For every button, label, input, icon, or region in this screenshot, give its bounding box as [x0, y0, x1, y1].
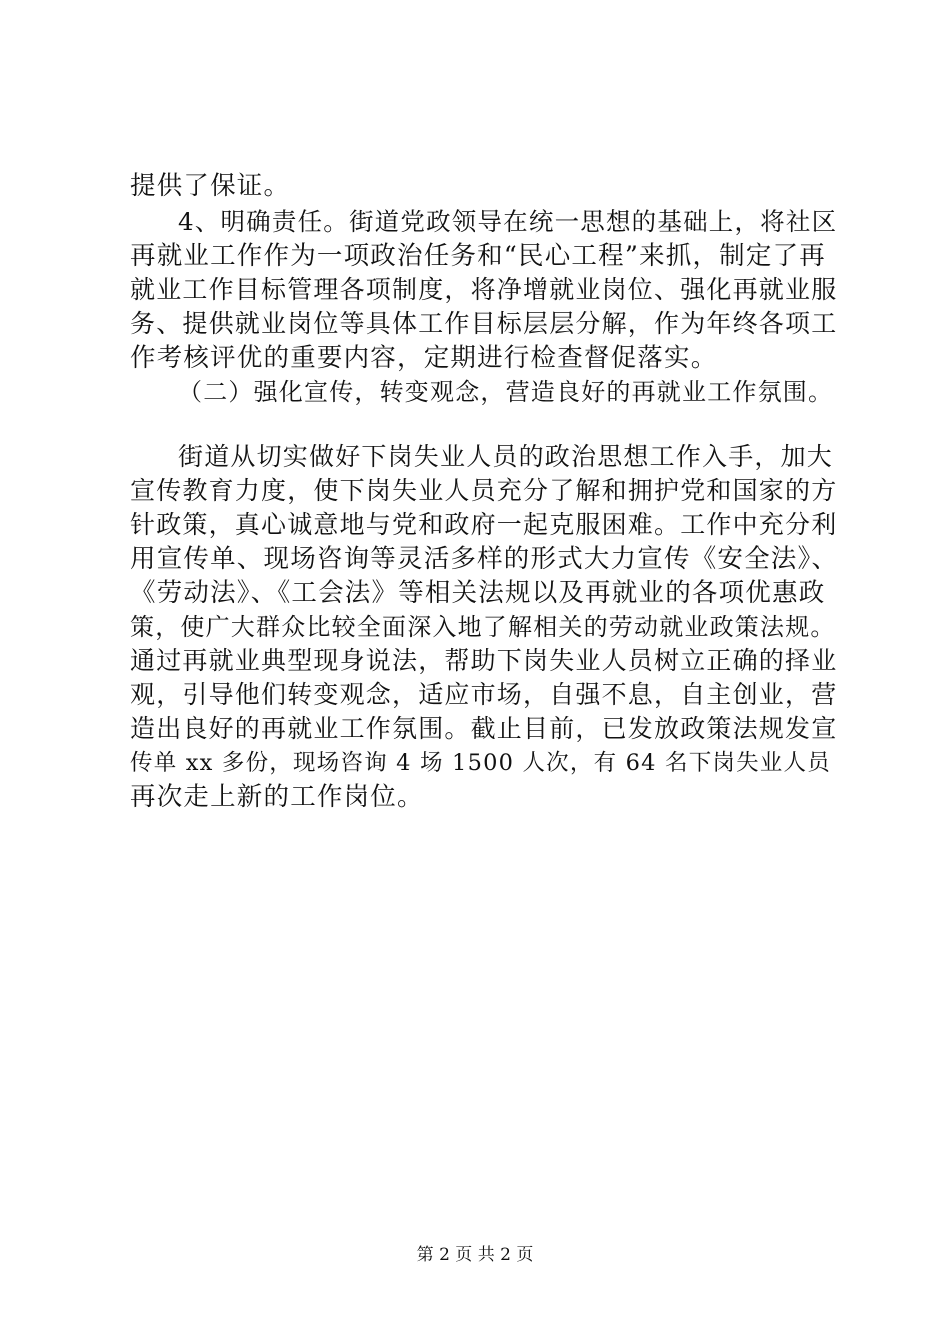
paragraph-line: 《劳动法》、《工会法》等相关法规以及再就业的各项优惠政 [130, 578, 826, 608]
paragraph-line: 策，使广大群众比较全面深入地了解相关的劳动就业政策法规。 [130, 613, 836, 641]
paragraph-line: 宣传教育力度，使下岗失业人员充分了解和拥护党和国家的方 [130, 476, 838, 505]
paragraph-line: 观，引导他们转变观念，适应市场，自强不息，自主创业，营 [130, 680, 838, 709]
paragraph-line: 就业工作目标管理各项制度，将净增就业岗位、强化再就业服 [130, 275, 838, 304]
paragraph-line: 作考核评优的重要内容，定期进行检查督促落实。 [130, 343, 718, 373]
paragraph-line: 再就业工作作为一项政治任务和“民心工程”来抓，制定了再 [130, 241, 826, 271]
paragraph-line: 务、提供就业岗位等具体工作目标层层分解，作为年终各项工 [130, 309, 838, 338]
paragraph-line: 4、明确责任。街道党政领导在统一思想的基础上，将社区 [178, 207, 838, 236]
section-heading: （二）强化宣传，转变观念，营造良好的再就业工作氛围。 [178, 378, 834, 406]
paragraph-line: 再次走上新的工作岗位。 [130, 782, 424, 812]
paragraph-line: 街道从切实做好下岗失业人员的政治思想工作入手，加大 [178, 442, 834, 471]
paragraph-line: 传单 xx 多份，现场咨询 4 场 1500 人次，有 64 名下岗失业人员 [130, 750, 831, 776]
paragraph-line: 提供了保证。 [130, 171, 291, 201]
paragraph-line: 针政策，真心诚意地与党和政府一起克服困难。工作中充分利 [130, 510, 838, 539]
page-number-footer: 第 2 页 共 2 页 [416, 1245, 534, 1265]
paragraph-line: 用宣传单、现场咨询等灵活多样的形式大力宣传《安全法》、 [130, 544, 839, 574]
paragraph-line: 造出良好的再就业工作氛围。截止目前，已发放政策法规发宣 [130, 714, 838, 743]
paragraph-line: 通过再就业典型现身说法，帮助下岗失业人员树立正确的择业 [130, 646, 838, 675]
